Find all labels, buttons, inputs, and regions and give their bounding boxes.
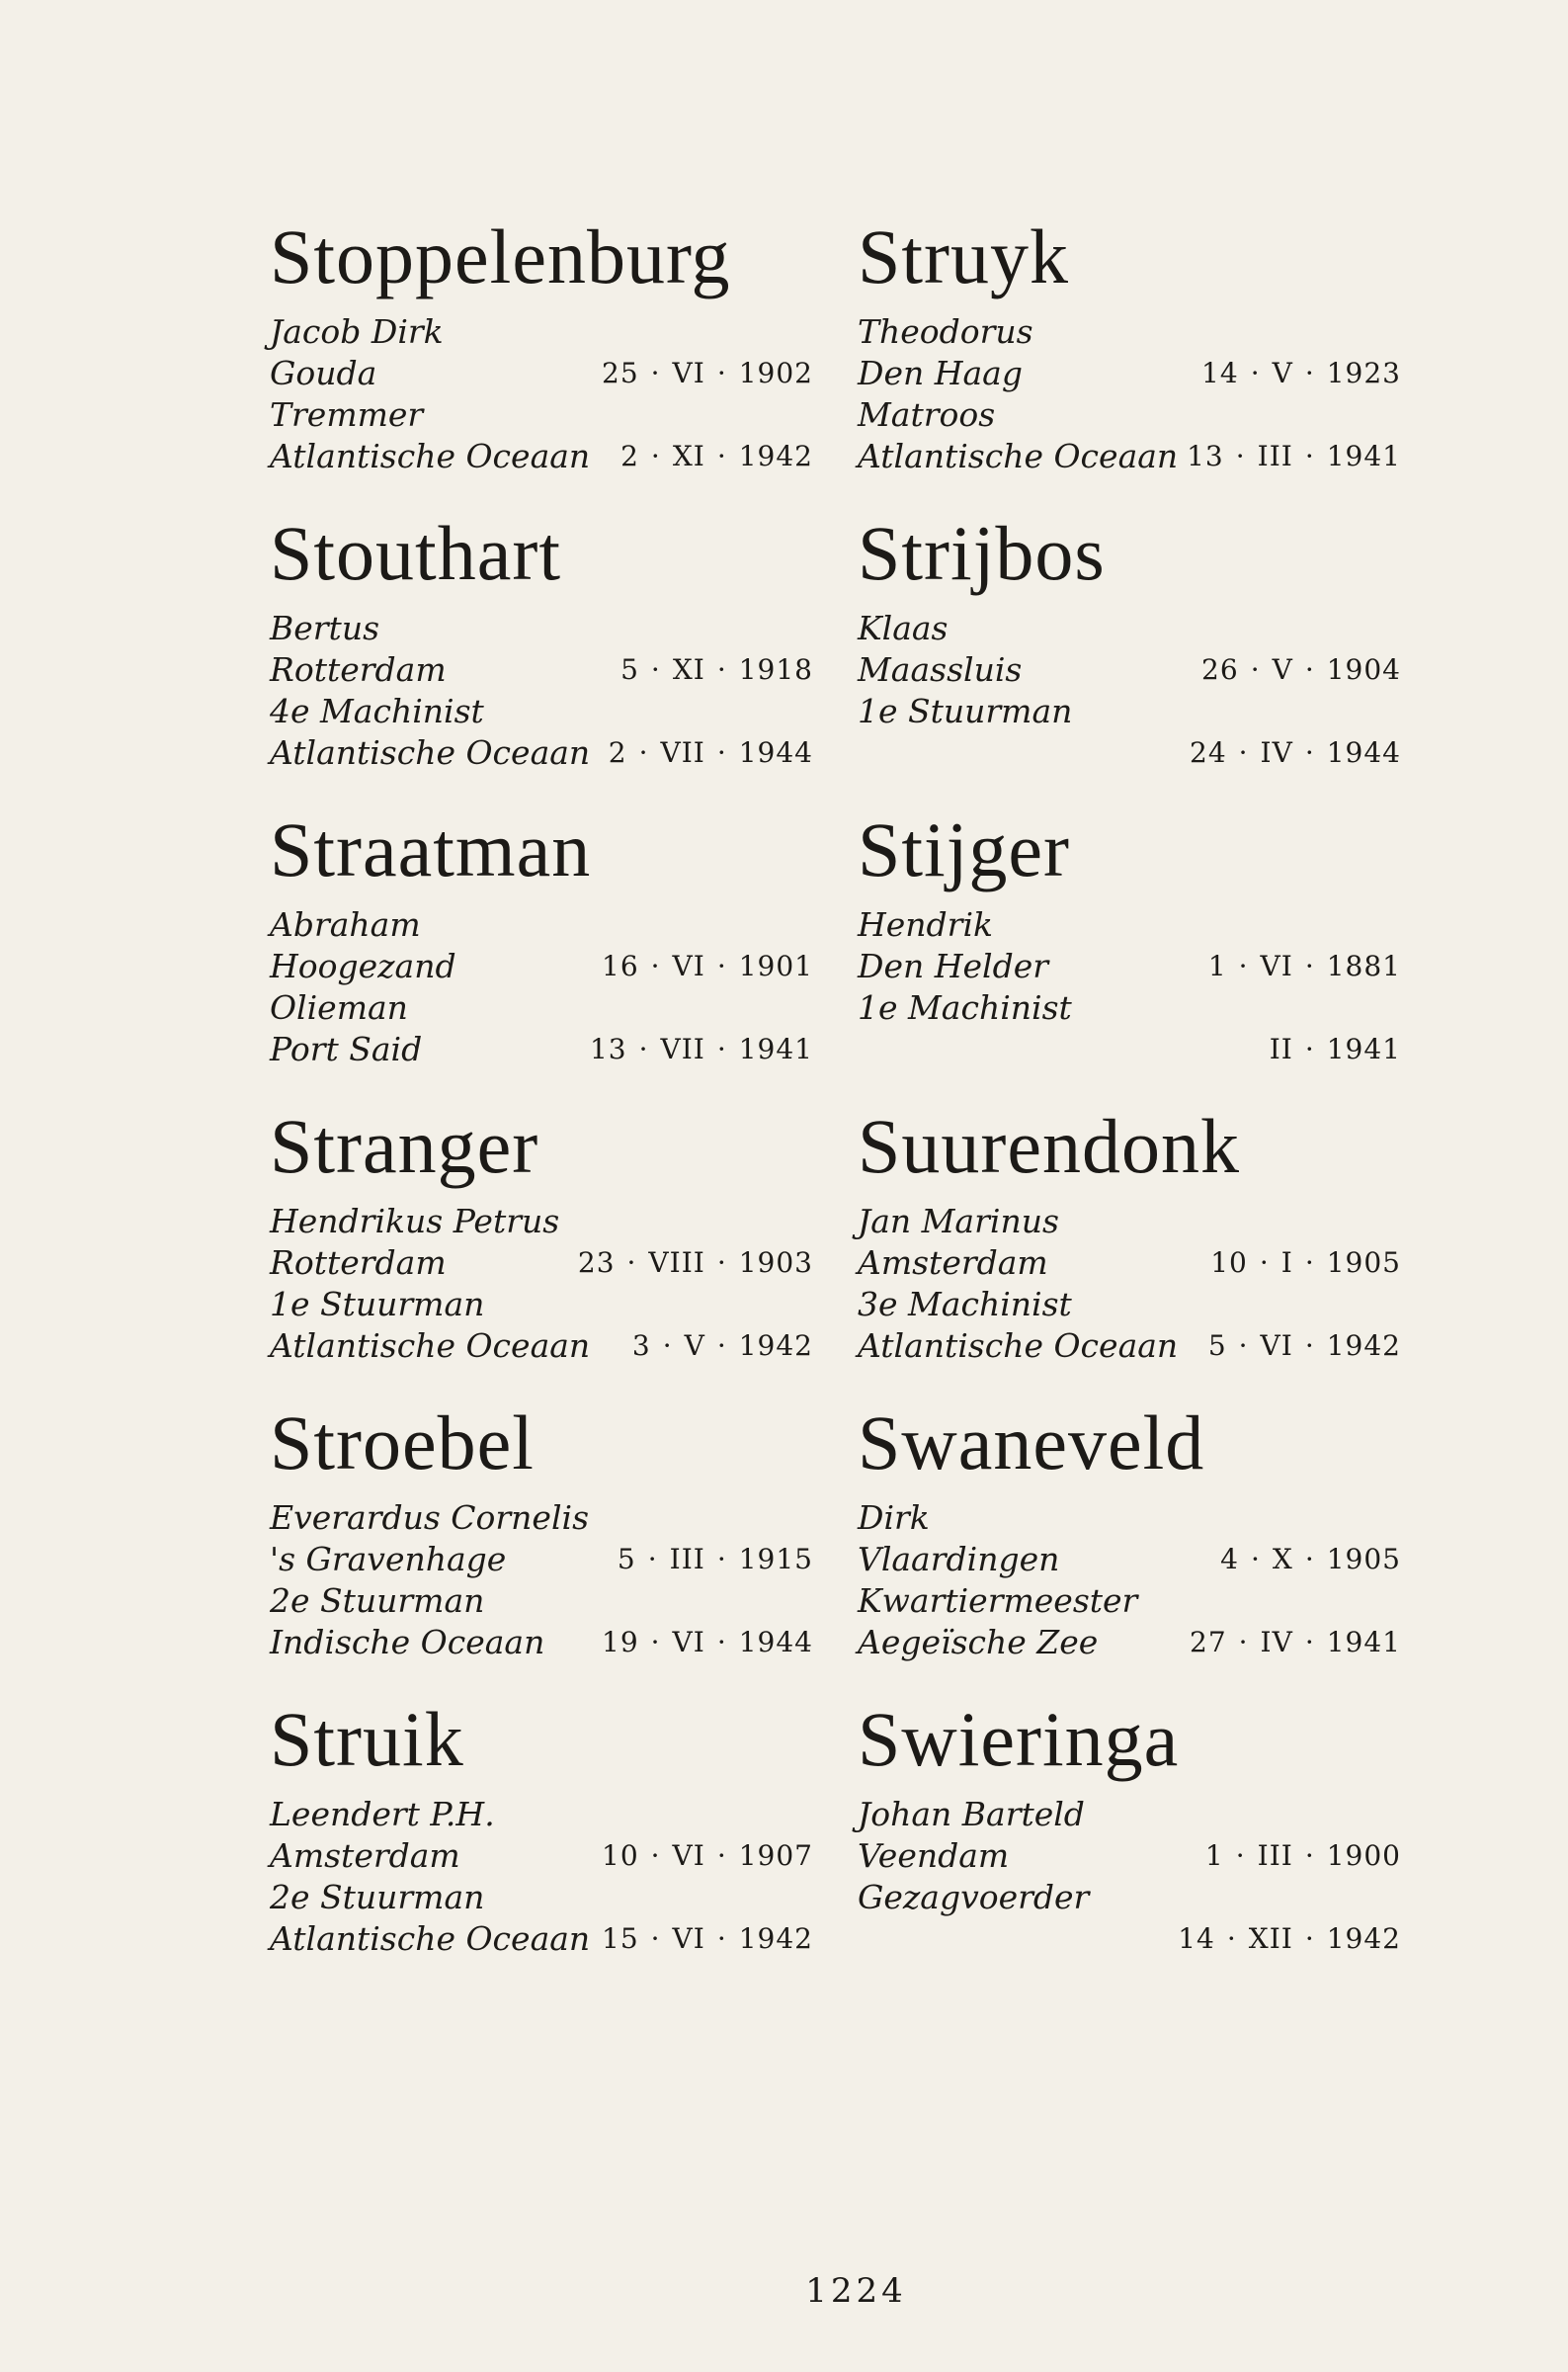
birth-day: 10: [602, 1839, 639, 1872]
birth-row: [858, 649, 1401, 691]
birth-day: 25: [602, 357, 639, 389]
death-row: [858, 732, 1401, 774]
memorial-entry: [270, 212, 813, 509]
death-month: IV: [1260, 1626, 1293, 1658]
given-name-row: [858, 904, 1401, 946]
surname: Struik: [270, 1696, 464, 1782]
rank: 1e Machinist: [858, 988, 1072, 1027]
birth-day: 14: [1201, 357, 1239, 389]
given-name-row: [270, 311, 813, 353]
rank: 3e Machinist: [858, 1285, 1072, 1323]
death-date: 13 · VII · 1941: [589, 1033, 813, 1065]
birth-date: 1 · VI · 1881: [1207, 950, 1401, 982]
surname: Stranger: [270, 1103, 539, 1189]
surname: Stoppelenburg: [270, 213, 731, 299]
birth-month: V: [1272, 653, 1293, 686]
birth-year: 1901: [738, 950, 813, 982]
rank: 1e Stuurman: [270, 1285, 485, 1323]
death-date: 27 · IV · 1941: [1190, 1626, 1401, 1658]
death-month: III: [1257, 440, 1293, 472]
given-name: Hendrik: [858, 905, 994, 944]
death-date: 2 · VII · 1944: [608, 736, 813, 769]
death-day: 15: [602, 1922, 639, 1955]
death-month: V: [684, 1329, 705, 1362]
death-date: 2 · XI · 1942: [620, 440, 813, 472]
birth-row: [858, 1242, 1401, 1284]
birth-date: 1 · III · 1900: [1204, 1839, 1401, 1872]
birth-month: VI: [672, 1839, 705, 1872]
rank: 4e Machinist: [270, 692, 484, 730]
death-date: 19 · VI · 1944: [602, 1626, 813, 1658]
birthplace: Amsterdam: [858, 1243, 1048, 1282]
death-day: 13: [1187, 440, 1224, 472]
death-month: XII: [1248, 1922, 1293, 1955]
birth-date: 5 · XI · 1918: [620, 653, 813, 686]
memorial-entry: [858, 1695, 1401, 1991]
death-day: 24: [1190, 736, 1227, 769]
given-name: Bertus: [270, 609, 380, 647]
memorial-entry: [270, 805, 813, 1102]
death-row: [270, 1622, 813, 1663]
death-row: [270, 436, 813, 477]
birth-row: [270, 1242, 813, 1284]
death-month: XI: [672, 440, 705, 472]
death-year: 1941: [1326, 440, 1401, 472]
death-day: 19: [602, 1626, 639, 1658]
birthplace: 's Gravenhage: [270, 1540, 507, 1578]
birthplace: Rotterdam: [270, 1243, 447, 1282]
death-row: [858, 1622, 1401, 1663]
memorial-entry: [270, 1695, 813, 1991]
birth-row: [858, 1539, 1401, 1580]
birth-row: [270, 649, 813, 691]
rank: 2e Stuurman: [270, 1878, 485, 1916]
birth-day: 16: [602, 950, 639, 982]
death-place: Port Said: [270, 1030, 423, 1068]
birth-month: VI: [1260, 950, 1293, 982]
birth-date: 5 · III · 1915: [617, 1543, 813, 1575]
death-row: [270, 1029, 813, 1070]
birth-row: [858, 946, 1401, 987]
death-year: 1944: [738, 736, 813, 769]
death-date: 24 · IV · 1944: [1190, 736, 1401, 769]
given-name-row: [858, 311, 1401, 353]
death-day: 27: [1190, 1626, 1227, 1658]
birth-year: 1902: [738, 357, 813, 389]
birthplace: Hoogezand: [270, 947, 456, 985]
birth-year: 1905: [1326, 1543, 1401, 1575]
birthplace: Vlaardingen: [858, 1540, 1060, 1578]
death-year: 1942: [738, 440, 813, 472]
memorial-entry: [270, 1102, 813, 1398]
death-row: [858, 436, 1401, 477]
rank-row: [858, 1580, 1401, 1622]
death-row: [858, 1325, 1401, 1367]
birth-year: 1923: [1326, 357, 1401, 389]
birthplace: Den Haag: [858, 354, 1023, 392]
birth-month: VIII: [648, 1246, 705, 1279]
given-name-row: [270, 904, 813, 946]
surname: Swaneveld: [858, 1399, 1205, 1485]
rank-row: [858, 394, 1401, 436]
rank-row: [270, 394, 813, 436]
birth-month: VI: [672, 357, 705, 389]
death-date: 5 · VI · 1942: [1207, 1329, 1401, 1362]
given-name-row: [270, 1794, 813, 1835]
birth-date: 23 · VIII · 1903: [577, 1246, 813, 1279]
surname: Struyk: [858, 213, 1070, 299]
surname: Stouthart: [270, 510, 561, 596]
death-year: 1942: [738, 1922, 813, 1955]
given-name-row: [858, 608, 1401, 649]
death-year: 1941: [1326, 1626, 1401, 1658]
birth-day: 10: [1210, 1246, 1248, 1279]
given-name-row: [858, 1201, 1401, 1242]
birth-date: 10 · VI · 1907: [602, 1839, 813, 1872]
memorial-entry: [858, 805, 1401, 1102]
death-place: Indische Oceaan: [270, 1623, 545, 1661]
birth-year: 1900: [1326, 1839, 1401, 1872]
death-date: II · 1941: [1269, 1033, 1401, 1065]
death-year: 1942: [738, 1329, 813, 1362]
given-name-row: [270, 1201, 813, 1242]
rank-row: [270, 987, 813, 1029]
birth-year: 1915: [738, 1543, 813, 1575]
birth-year: 1881: [1326, 950, 1401, 982]
given-name: Theodorus: [858, 312, 1033, 351]
birth-month: X: [1272, 1543, 1293, 1575]
death-place: Atlantische Oceaan: [858, 437, 1179, 475]
death-year: 1942: [1326, 1329, 1401, 1362]
rank: 1e Stuurman: [858, 692, 1073, 730]
death-month: II: [1269, 1033, 1293, 1065]
death-day: 2: [608, 736, 627, 769]
left-column: [270, 212, 813, 1991]
birth-year: 1903: [738, 1246, 813, 1279]
rank-row: [270, 1877, 813, 1918]
birthplace: Rotterdam: [270, 650, 447, 689]
death-row: [858, 1918, 1401, 1960]
death-place: Atlantische Oceaan: [858, 1326, 1179, 1365]
memorial-entry: [858, 212, 1401, 509]
death-day: 13: [589, 1033, 627, 1065]
rank-row: [270, 691, 813, 732]
given-name: Jacob Dirk: [270, 312, 444, 351]
death-year: 1944: [1326, 736, 1401, 769]
given-name-row: [858, 1794, 1401, 1835]
death-row: [270, 1325, 813, 1367]
death-year: 1942: [1326, 1922, 1401, 1955]
rank-row: [858, 1284, 1401, 1325]
death-month: VI: [672, 1626, 705, 1658]
given-name: Leendert P.H.: [270, 1795, 495, 1833]
death-place: Aegeïsche Zee: [858, 1623, 1099, 1661]
given-name: Everardus Cornelis: [270, 1498, 590, 1537]
birth-day: 26: [1201, 653, 1239, 686]
surname: Stijger: [858, 806, 1070, 892]
birth-day: 23: [577, 1246, 616, 1279]
birthplace: Den Helder: [858, 947, 1049, 985]
given-name-row: [270, 608, 813, 649]
birth-date: 26 · V · 1904: [1201, 653, 1401, 686]
rank-row: [270, 1284, 813, 1325]
death-month: IV: [1260, 736, 1293, 769]
rank: Olieman: [270, 988, 408, 1027]
birth-day: 5: [620, 653, 639, 686]
death-day: 5: [1207, 1329, 1227, 1362]
page-number: 1224: [805, 2271, 907, 2311]
memorial-entry: [270, 509, 813, 805]
surname: Suurendonk: [858, 1103, 1240, 1189]
death-month: VI: [672, 1922, 705, 1955]
rank: Gezagvoerder: [858, 1878, 1090, 1916]
memorial-entry: [858, 509, 1401, 805]
memorial-entry: [270, 1398, 813, 1695]
death-day: 2: [620, 440, 639, 472]
death-date: 14 · XII · 1942: [1178, 1922, 1401, 1955]
birth-date: 16 · VI · 1901: [602, 950, 813, 982]
given-name: Klaas: [858, 609, 949, 647]
death-date: 13 · III · 1941: [1187, 440, 1401, 472]
death-month: VII: [660, 736, 705, 769]
birth-row: [270, 1835, 813, 1877]
given-name: Dirk: [858, 1498, 930, 1537]
given-name-row: [270, 1497, 813, 1539]
birth-month: I: [1280, 1246, 1293, 1279]
birthplace: Gouda: [270, 354, 377, 392]
birth-day: 1: [1207, 950, 1227, 982]
death-row: [858, 1029, 1401, 1070]
death-date: 15 · VI · 1942: [602, 1922, 813, 1955]
death-day: 3: [631, 1329, 651, 1362]
birth-month: III: [669, 1543, 705, 1575]
death-month: VI: [1260, 1329, 1293, 1362]
rank-row: [858, 691, 1401, 732]
surname: Strijbos: [858, 510, 1106, 596]
birth-row: [270, 946, 813, 987]
given-name-row: [858, 1497, 1401, 1539]
birth-date: 14 · V · 1923: [1201, 357, 1401, 389]
rank: Matroos: [858, 395, 996, 434]
given-name: Hendrikus Petrus: [270, 1202, 560, 1240]
birth-row: [270, 353, 813, 394]
birth-day: 1: [1204, 1839, 1224, 1872]
right-column: [858, 212, 1401, 1991]
birth-year: 1905: [1326, 1246, 1401, 1279]
death-place: Atlantische Oceaan: [270, 437, 591, 475]
death-row: [270, 732, 813, 774]
surname: Straatman: [270, 806, 592, 892]
death-date: 3 · V · 1942: [631, 1329, 813, 1362]
rank-row: [858, 1877, 1401, 1918]
rank-row: [858, 987, 1401, 1029]
given-name: Abraham: [270, 905, 421, 944]
given-name: Johan Barteld: [858, 1795, 1085, 1833]
death-row: [270, 1918, 813, 1960]
birth-day: 5: [617, 1543, 636, 1575]
surname: Swieringa: [858, 1696, 1180, 1782]
birth-day: 4: [1220, 1543, 1239, 1575]
birth-date: 10 · I · 1905: [1210, 1246, 1401, 1279]
birth-year: 1907: [738, 1839, 813, 1872]
given-name: Jan Marinus: [858, 1202, 1059, 1240]
birthplace: Maassluis: [858, 650, 1023, 689]
rank: Kwartiermeester: [858, 1581, 1138, 1620]
memorial-entry: [858, 1398, 1401, 1695]
death-year: 1944: [738, 1626, 813, 1658]
birth-month: XI: [672, 653, 705, 686]
death-year: 1941: [1326, 1033, 1401, 1065]
surname: Stroebel: [270, 1399, 535, 1485]
birth-date: 25 · VI · 1902: [602, 357, 813, 389]
death-month: VII: [660, 1033, 705, 1065]
rank: Tremmer: [270, 395, 424, 434]
birth-date: 4 · X · 1905: [1220, 1543, 1401, 1575]
memorial-entry: [858, 1102, 1401, 1398]
rank-row: [270, 1580, 813, 1622]
death-place: Atlantische Oceaan: [270, 1326, 591, 1365]
death-place: Atlantische Oceaan: [270, 733, 591, 772]
rank: 2e Stuurman: [270, 1581, 485, 1620]
birthplace: Veendam: [858, 1836, 1010, 1875]
birthplace: Amsterdam: [270, 1836, 460, 1875]
birth-month: VI: [672, 950, 705, 982]
birth-row: [270, 1539, 813, 1580]
birth-row: [858, 1835, 1401, 1877]
birth-month: III: [1257, 1839, 1293, 1872]
birth-row: [858, 353, 1401, 394]
birth-year: 1904: [1326, 653, 1401, 686]
death-place: Atlantische Oceaan: [270, 1919, 591, 1958]
birth-month: V: [1272, 357, 1293, 389]
death-day: 14: [1178, 1922, 1215, 1955]
death-year: 1941: [738, 1033, 813, 1065]
birth-year: 1918: [738, 653, 813, 686]
